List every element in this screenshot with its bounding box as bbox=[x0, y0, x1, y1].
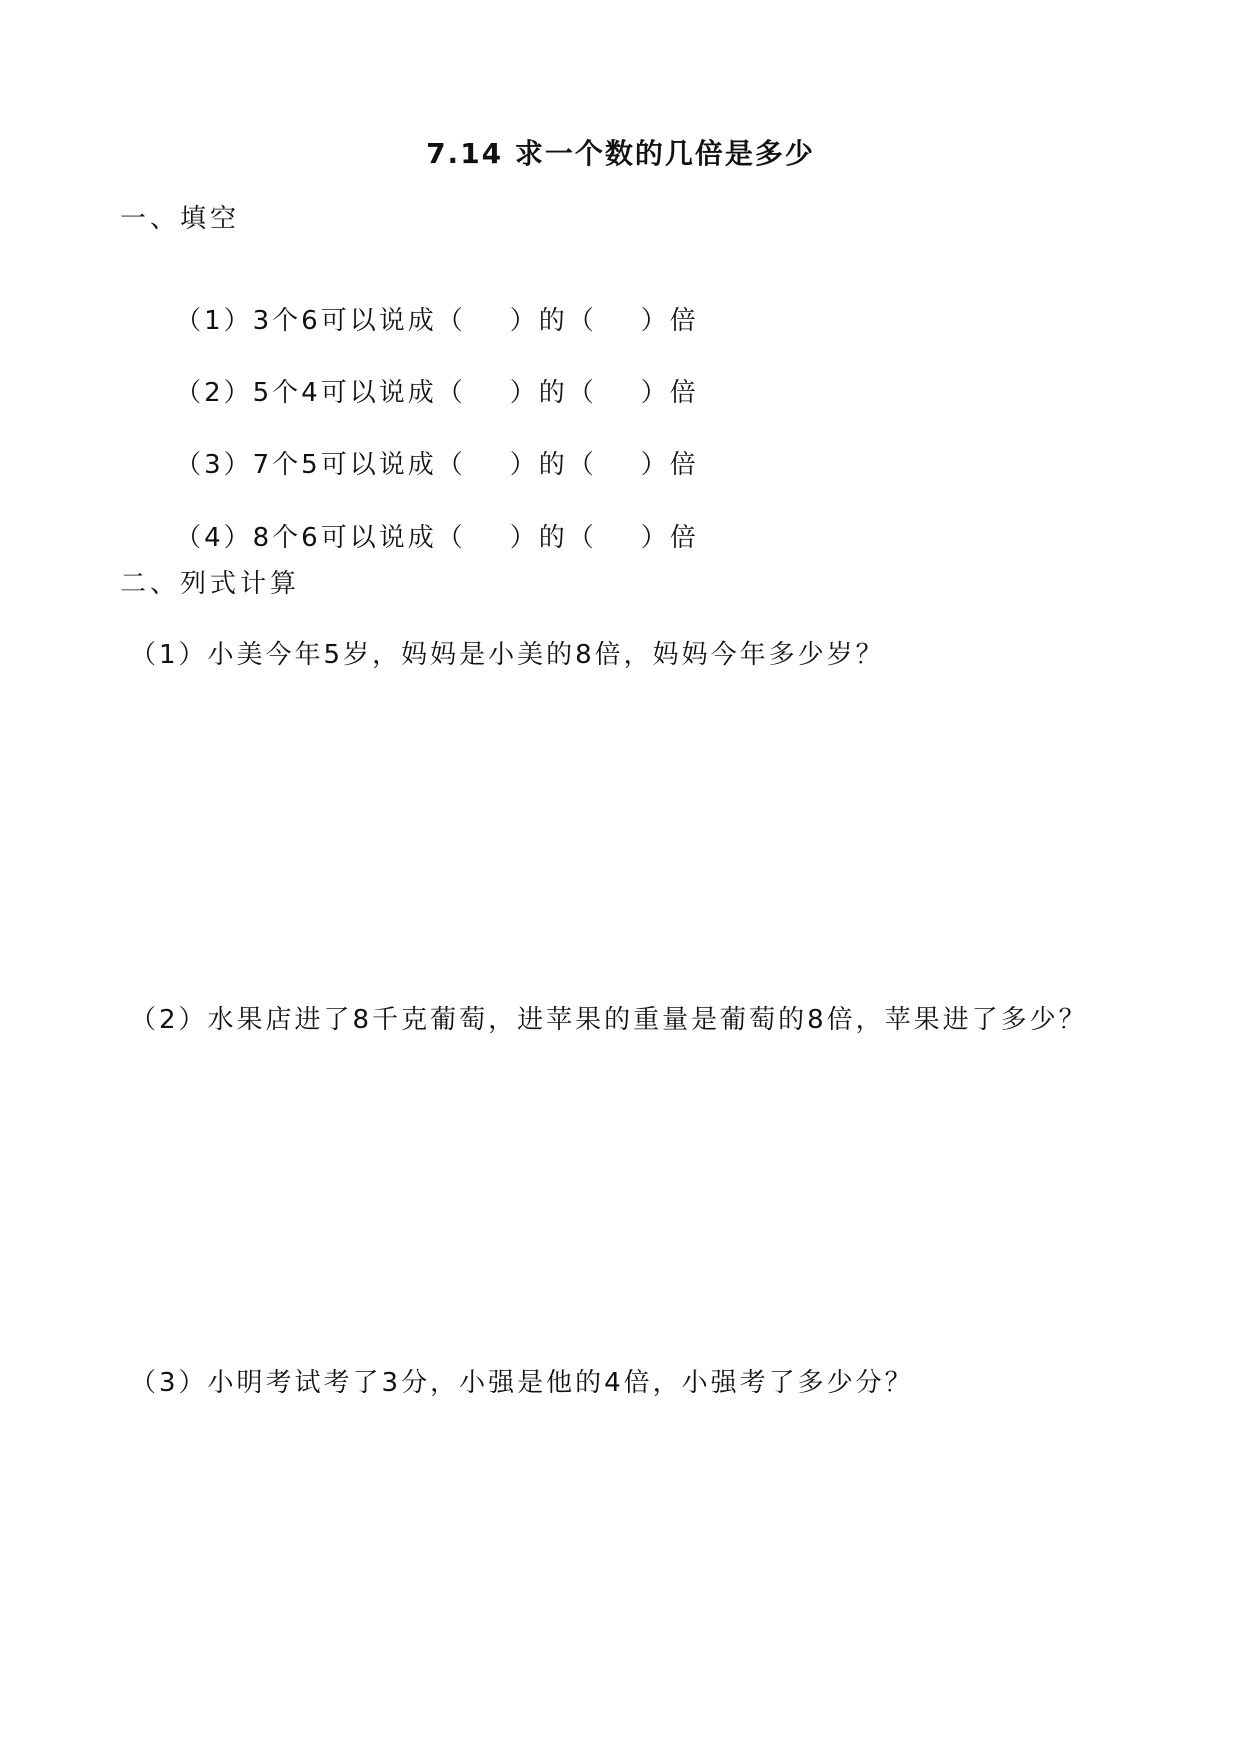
fill-in-mid: ）的（ bbox=[509, 378, 597, 408]
word-problem-3: （3）小明考试考了3分，小强是他的4倍，小强考了多少分？ bbox=[130, 1368, 914, 1398]
word-problem-2: （2）水果店进了8千克葡萄，进苹果的重量是葡萄的8倍，苹果进了多少？ bbox=[130, 1005, 1088, 1035]
fill-in-mid: ）的（ bbox=[509, 523, 597, 553]
fill-in-mid: ）的（ bbox=[509, 306, 597, 336]
section-calculation-heading: 二、列式计算 bbox=[120, 569, 301, 599]
fill-in-mid: ）的（ bbox=[509, 450, 597, 480]
fill-in-prefix: （2）5个4可以说成（ bbox=[175, 378, 466, 408]
fill-in-suffix: ）倍 bbox=[640, 378, 699, 408]
fill-in-prefix: （1）3个6可以说成（ bbox=[175, 306, 466, 336]
page-title: 7.14 求一个数的几倍是多少 bbox=[426, 137, 815, 170]
fill-in-prefix: （4）8个6可以说成（ bbox=[175, 523, 466, 553]
fill-in-suffix: ）倍 bbox=[640, 523, 699, 553]
section-fill-in-heading: 一、填空 bbox=[120, 204, 241, 234]
fill-in-suffix: ）倍 bbox=[640, 306, 699, 336]
word-problem-1: （1）小美今年5岁，妈妈是小美的8倍，妈妈今年多少岁？ bbox=[130, 640, 885, 670]
fill-in-prefix: （3）7个5可以说成（ bbox=[175, 450, 466, 480]
fill-in-suffix: ）倍 bbox=[640, 450, 699, 480]
